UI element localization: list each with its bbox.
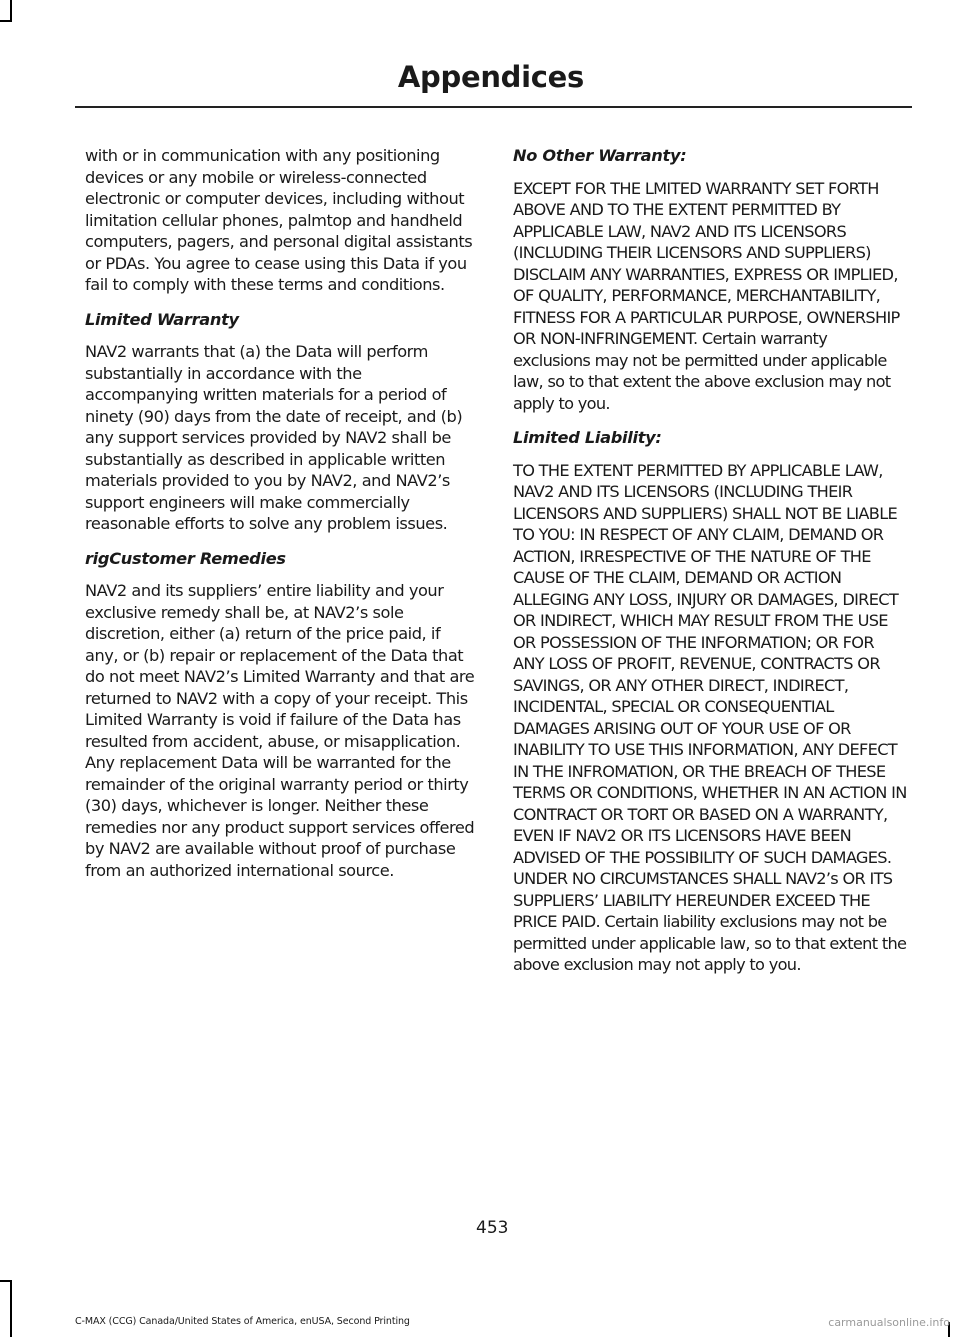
limited-warranty-heading: Limited Warranty (85, 309, 239, 329)
limited-warranty-paragraph: NAV2 warrants that (a) the Data will perform substantially in accordance with the accompanying written materials for a period of ninety (90) days from the date of receipt, and (b) any support services provided by NAV2 shall be substantially as described in applicable written materials provided to you by NAV2, and NAV2’s support engineers will make commercially reasonable efforts to solve any problem issues. (85, 342, 463, 533)
section-title: Appendices (397, 60, 584, 94)
customer-remedies-paragraph: NAV2 and its suppliers’ entire liability and your exclusive remedy shall be, at NAV2’s sole discretion, either (a) return of the price paid, if any, or (b) repair or replacement of the Data that do not meet NAV2’s Limited Warranty and that are returned to NAV2 with a copy of your receipt. This Limited Warranty is void if failure of the Data has resulted from accident, abuse, or misapplication. Any replacement Data will be warranted for the remainder of the original warranty period or thirty (30) days, whichever is longer. Neither these remedies nor any product support services offered by NAV2 are available without proof of purchase from an authorized international source. (85, 581, 475, 880)
edition-footer: C-MAX (CCG) Canada/United States of America, enUSA, Second Printing (75, 1316, 410, 1327)
crop-mark-bottom-left-horizontal (0, 1280, 12, 1282)
watermark: carmanualsonline.info (828, 1316, 950, 1329)
right-column (513, 145, 908, 989)
page-number: 453 (476, 1218, 509, 1238)
limited-liability-paragraph: TO THE EXTENT PERMITTED BY APPLICABLE LAW, NAV2 AND ITS LICENSORS (INCLUDING THEIR LICENSORS AND SUPPLIERS) SHALL NOT BE LIABLE TO YOU: IN RESPECT OF ANY CLAIM, DEMAND OR ACTION, IRRESPECTIVE OF THE NATURE OF THE CAUSE OF THE CLAIM, DEMAND OR ACTION ALLEGING ANY LOSS, INJURY OR DAMAGES, DIRECT OR INDIRECT, WHICH MAY RESULT FROM THE USE OR POSSESSION OF THE INFORMATION; OR FOR ANY LOSS OF PROFIT, REVENUE, CONTRACTS OR SAVINGS, OR ANY OTHER DIRECT, INDIRECT, INCIDENTAL, SPECIAL OR CONSEQUENTIAL DAMAGES ARISING OUT OF YOUR USE OF OR INABILITY TO USE THIS INFORMATION, ANY DEFECT IN THE INFROMATION, OR THE BREACH OF THESE TERMS OR CONDITIONS, WHETHER IN AN ACTION IN CONTRACT OR TORT OR BASED ON A WARRANTY, EVEN IF NAV2 OR ITS LICENSORS HAVE BEEN ADVISED OF THE POSSIBILITY OF SUCH DAMAGES. UNDER NO CIRCUMSTANCES SHALL NAV2’s OR ITS SUPPLIERS’ LIABILITY HEREUNDER EXCEED THE PRICE PAID. Certain liability exclusions may not be permitted under applicable law, so to that extent the above exclusion may not apply to you. (513, 460, 907, 974)
crop-mark-bottom-left-vertical (10, 1280, 12, 1337)
intro-paragraph: with or in communication with any positioning devices or any mobile or wireless-connected electronic or computer devices, including without limitation cellular phones, palmtop and handheld computers, pagers, and personal digital assistants or PDAs. You agree to cease using this Data if you fail to comply with these terms and conditions. (85, 146, 473, 294)
no-other-warranty-heading: No Other Warranty: (513, 146, 687, 165)
no-other-warranty-paragraph: EXCEPT FOR THE LMITED WARRANTY SET FORTH ABOVE AND TO THE EXTENT PERMITTED BY APPLICABLE LAW, NAV2 AND ITS LICENSORS (INCLUDING THEIR LICENSORS AND SUPPLIERS) DISCLAIM ANY WARRANTIES, EXPRESS OR IMPLIED, OF QUALITY, PERFORMANCE, MERCHANTABILITY, FITNESS FOR A PARTICULAR PURPOSE, OWNERSHIP OR NON-INFRINGEMENT. Certain warranty exclusions may not be permitted under applicable law, so to that extent the above exclusion may not apply to you. (513, 178, 900, 413)
customer-remedies-heading: rigCustomer Remedies (85, 548, 286, 568)
crop-mark-top-left-vertical (10, 0, 12, 22)
crop-mark-top-left-horizontal (0, 20, 12, 22)
header-divider (75, 106, 912, 108)
left-column (85, 145, 475, 894)
limited-liability-heading: Limited Liability: (513, 428, 662, 447)
